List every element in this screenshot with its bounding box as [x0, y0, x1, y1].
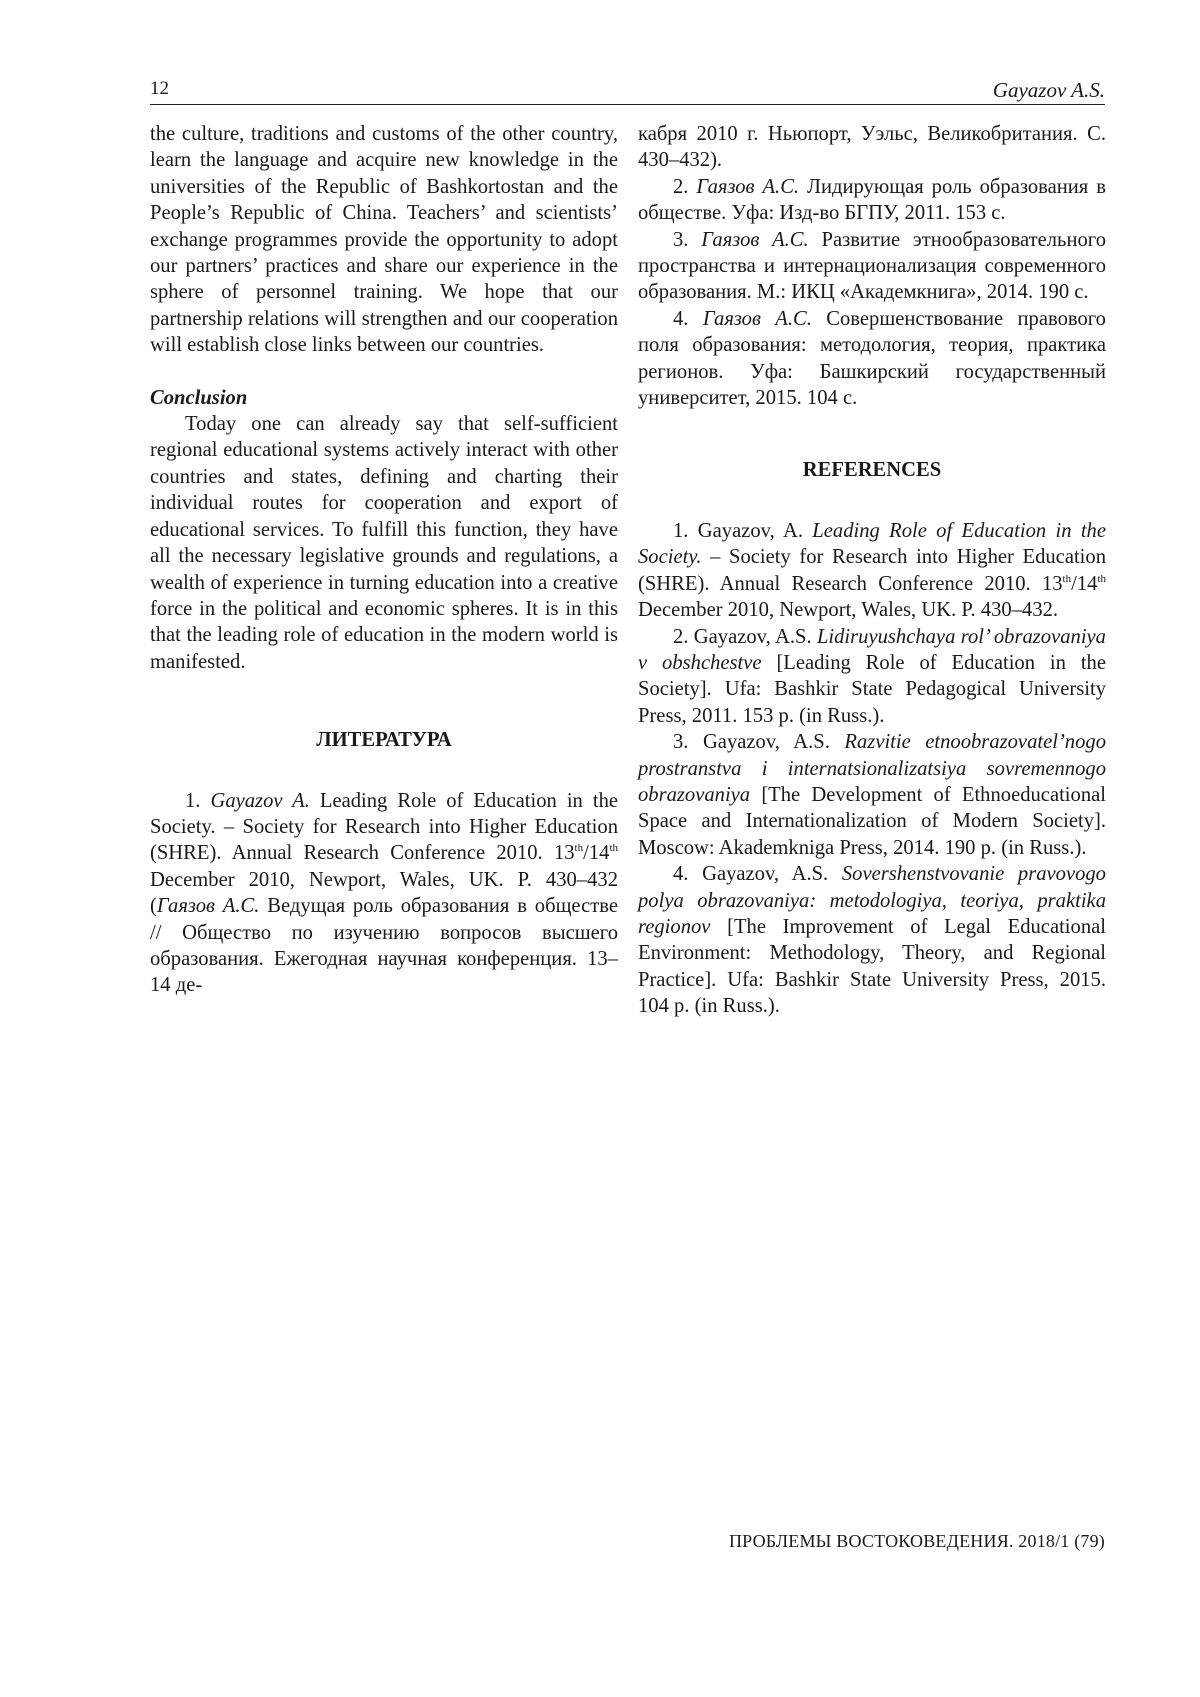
- reference-item-2: 2. Gayazov, A.S. Lidiruyushchaya rol’ obrazovaniya v obshchestve [Leading Role of Education in the Society]. Ufa: Bashkir State Pedagogical University Press, 2011. 153 p. (in Russ.).: [638, 625, 1106, 727]
- left-column: [150, 121, 618, 999]
- literature-item-1: 1. Gayazov A. Leading Role of Education in the Society. – Society for Research into Higher Education (SHRE). Annual Research Conference 2010. 13th/14th December 2010, Newport, Wales, UK. P. 430–432 (Гаязов А.С. Ведущая роль образования в обществе // Общество по изучению вопросов высшего образования. Ежегодная научная конференция. 13–14 де-: [150, 789, 619, 997]
- reference-item-3: 3. Gayazov, A.S. Razvitie etnoobrazovatel’nogo prostranstva i internatsionalizatsiya sovremennogo obrazovaniya [The Development of Ethnoeducational Space and Internationalization of Modern Society]. Moscow: Akademkniga Press, 2014. 190 p. (in Russ.).: [638, 731, 1106, 859]
- literature-item-4: 4. Гаязов А.С. Совершенствование правового поля образования: методология, теория, практика регионов. Уфа: Башкирский государственный университет, 2015. 104 с.: [638, 307, 1106, 410]
- literature-item-1-continued: кабря 2010 г. Ньюпорт, Уэльс, Великобритания. С. 430–432).: [638, 123, 1106, 172]
- reference-item-4: 4. Gayazov, A.S. Sovershenstvovanie pravovogo polya obrazovaniya: metodologiya, teoriya, praktika regionov [The Improvement of Legal Educational Environment: Methodology, Theory, and Regional Practice]. Ufa: Bashkir State University Press, 2015. 104 p. (in Russ.).: [638, 863, 1106, 1018]
- literature-heading: ЛИТЕРАТУРА: [316, 729, 452, 752]
- literature-item-3: 3. Гаязов А.С. Развитие этнообразовательного пространства и интернационализация современного образования. М.: ИКЦ «Академкнига», 2014. 190 с.: [638, 228, 1106, 304]
- literature-item-2: 2. Гаязов А.С. Лидирующая роль образования в обществе. Уфа: Изд-во БГПУ, 2011. 153 с.: [638, 175, 1106, 225]
- literature-item-1-author: Gayazov A.: [210, 789, 310, 812]
- journal-footer: ПРОБЛЕМЫ ВОСТОКОВЕДЕНИЯ. 2018/1 (79): [728, 1531, 1105, 1551]
- page-number: 12: [150, 78, 169, 99]
- body-paragraph-continuation: the culture, traditions and customs of the other country, learn the language and acquire new knowledge in the universities of the Republic of Bashkortostan and the People’s Republic of China. Teachers’ and scientists’ exchange programmes provide the opportunity to adopt our partners’ practices and share our experience in the sphere of personnel training. We hope that our partnership relations will strengthen and our cooperation will establish close links between our countries.: [150, 123, 618, 357]
- page-header: [150, 78, 1105, 105]
- references-heading: REFERENCES: [802, 459, 942, 482]
- conclusion-heading: Conclusion: [150, 386, 248, 409]
- running-head-author: Gayazov A.S.: [992, 78, 1105, 102]
- conclusion-paragraph: Today one can already say that self-sufficient regional educational systems actively interact with other countries and states, defining and charting their individual routes for cooperation and export of educational services. To fulfill this function, they have all the necessary legislative grounds and regulations, a wealth of experience in turning education into a creative force in the political and economic spheres. It is in this that the leading role of education in the modern world is manifested.: [150, 413, 618, 673]
- right-column: [638, 121, 1106, 1020]
- literature-item-1-author-ru: Гаязов А.С.: [156, 895, 260, 918]
- reference-item-1: 1. Gayazov, A. Leading Role of Education in the Society. – Society for Research into Higher Education (SHRE). Annual Research Conference 2010. 13th/14th December 2010, Newport, Wales, UK. P. 430–432.: [638, 519, 1106, 622]
